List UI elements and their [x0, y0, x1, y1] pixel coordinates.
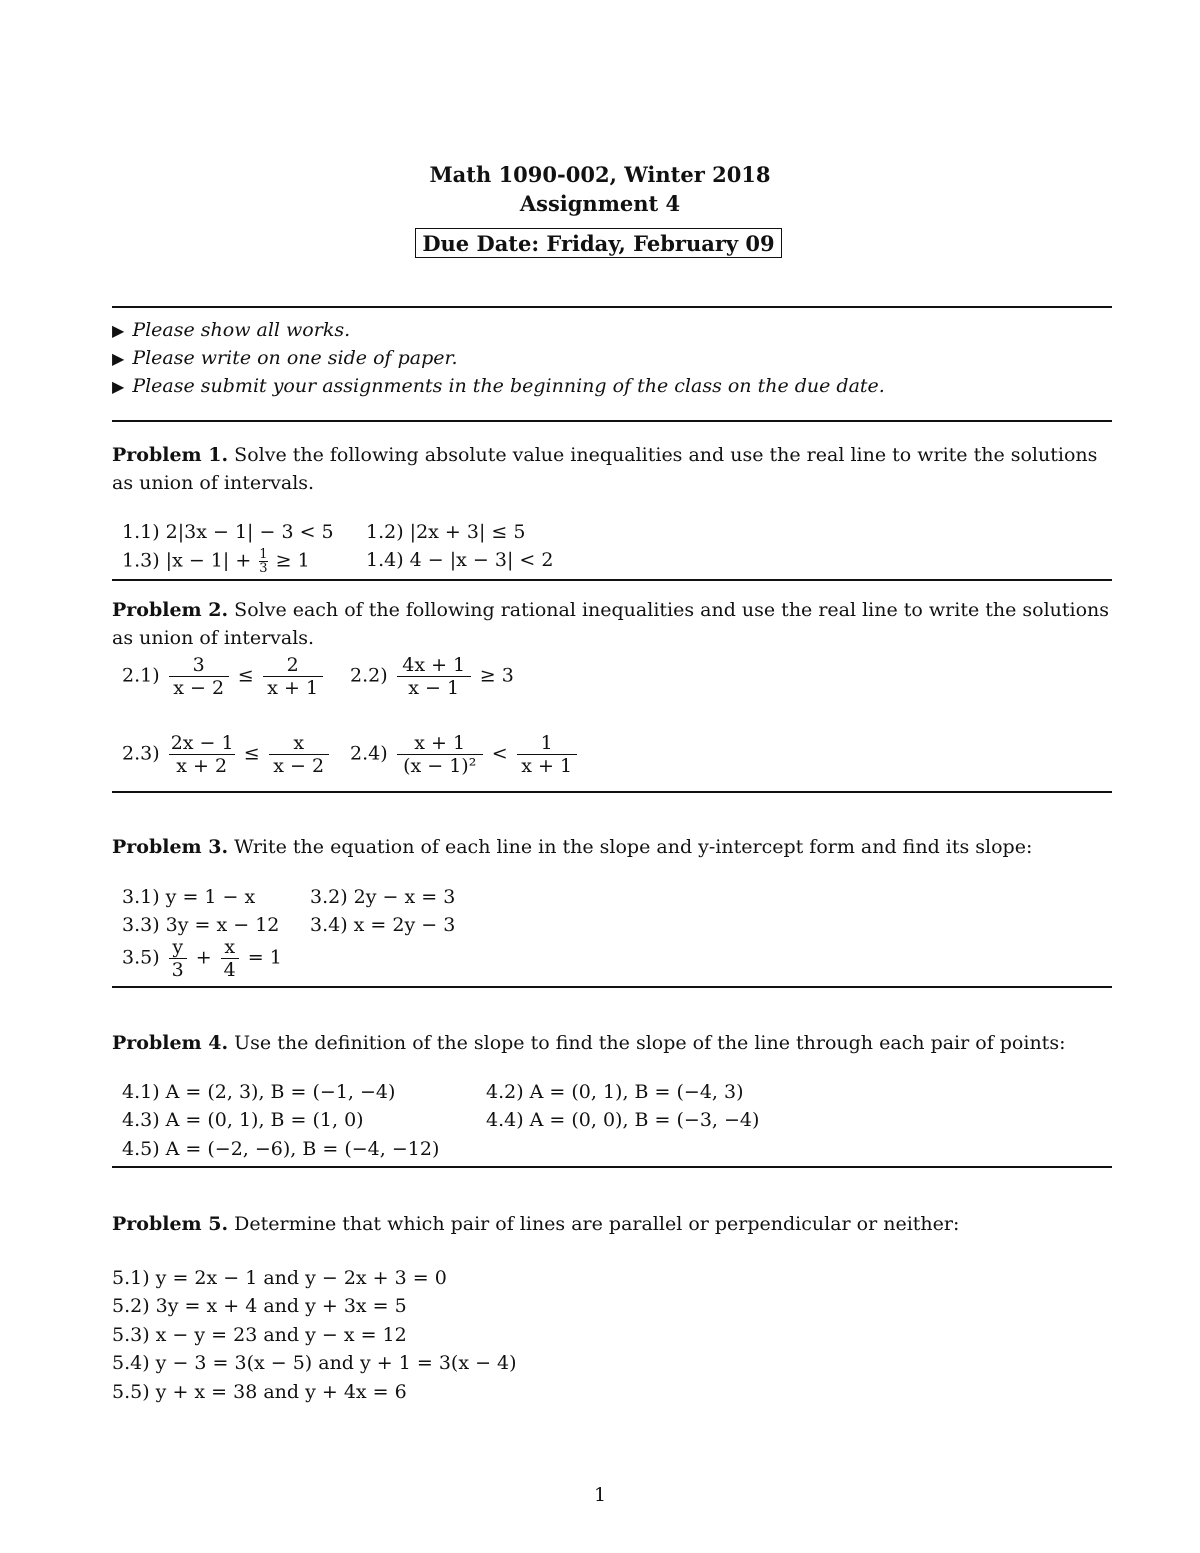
assignment-title: Assignment 4	[519, 191, 681, 216]
problem-1-item: 1.3) $|x - 1| + \frac{1}{3}$ ≥ 1	[122, 547, 310, 576]
problem-1-statement: Problem 1. Solve the following absolute value inequalities and use the real line to write the solutions as union of intervals.	[112, 444, 1098, 494]
problem-3-item: 3.2) 2y − x = 3	[310, 886, 456, 908]
problem-2-item: 2.4) $\frac{x + 1}{\text{(x − 1)²}}$ < $\frac{1}{x + 1}$	[350, 732, 580, 777]
problem-4-item: 4.2) A = (0, 1), B = (−4, 3)	[486, 1081, 744, 1103]
rule-p1	[112, 579, 1112, 581]
fraction: $\frac{2x - 1}{x + 2}$	[170, 732, 234, 777]
rule-instructions	[112, 420, 1112, 422]
fraction: $\frac{1}{3}$	[259, 547, 268, 576]
problem-5-item: 5.1) y = 2x − 1 and y − 2x + 3 = 0	[112, 1267, 447, 1289]
fraction: $\frac{y}{3}$	[169, 936, 187, 981]
page-number: 1	[593, 1484, 607, 1506]
problem-1-item: 1.2) |2x + 3| ≤ 5	[366, 521, 526, 543]
fraction: $\frac{x + 1}{\text{(x − 1)²}}$	[397, 732, 483, 777]
rule-p4	[112, 1166, 1112, 1168]
course-title: Math 1090-002, Winter 2018	[429, 162, 771, 187]
rule-p3	[112, 986, 1112, 988]
problem-5-item: 5.5) y + x = 38 and y + 4x = 6	[112, 1381, 407, 1403]
problem-3-item: 3.3) 3y = x − 12	[122, 914, 280, 936]
problem-3-item: 3.1) y = 1 − x	[122, 886, 256, 908]
problem-3-statement: Problem 3. Write the equation of each line in the slope and y-intercept form and find its slope:	[112, 836, 1033, 858]
fraction: $\frac{4x + 1}{x - 1}$	[397, 654, 471, 699]
problem-5-item: 5.4) y − 3 = 3(x − 5) and y + 1 = 3(x − 4)	[112, 1352, 517, 1374]
problem-4-item: 4.4) A = (0, 0), B = (−3, −4)	[486, 1109, 760, 1131]
fraction: $\frac{3}{x - 2}$	[169, 654, 229, 699]
fraction: $\frac{2}{x + 1}$	[263, 654, 323, 699]
instruction-3: ▶ Please submit your assignments in the beginning of the class on the due date.	[112, 375, 885, 397]
rule-top	[112, 306, 1112, 308]
bullet-triangle-icon: ▶	[112, 377, 125, 396]
problem-4-item: 4.1) A = (2, 3), B = (−1, −4)	[122, 1081, 396, 1103]
bullet-triangle-icon: ▶	[112, 321, 125, 340]
problem-5-item: 5.3) x − y = 23 and y − x = 12	[112, 1324, 407, 1346]
problem-4-item: 4.5) A = (−2, −6), B = (−4, −12)	[122, 1138, 440, 1160]
due-date-box: Due Date: Friday, February 09	[415, 228, 782, 258]
problem-4-statement: Problem 4. Use the definition of the slope to find the slope of the line through each pair of points:	[112, 1032, 1066, 1054]
fraction: $\frac{x}{4}$	[221, 936, 239, 981]
problem-4-item: 4.3) A = (0, 1), B = (1, 0)	[122, 1109, 364, 1131]
problem-1-item: 1.1) 2|3x − 1| − 3 < 5	[122, 521, 334, 543]
fraction: $\frac{1}{x + 1}$	[517, 732, 577, 777]
problem-1-item: 1.4) 4 − |x − 3| < 2	[366, 549, 554, 571]
problem-2-item: 2.2) $\frac{4x + 1}{x - 1}$ ≥ 3	[350, 654, 514, 699]
problem-2-statement: Problem 2. Solve each of the following rational inequalities and use the real line to write the solutions as union of intervals.	[112, 599, 1110, 649]
rule-p2	[112, 791, 1112, 793]
problem-3-item: 3.5) $\frac{y}{3}$ + $\frac{x}{4}$ = 1	[122, 936, 282, 981]
problem-3-item: 3.4) x = 2y − 3	[310, 914, 456, 936]
problem-2-item: 2.3) $\frac{2x - 1}{x + 2}$ ≤ $\frac{x}{x - 2}$	[122, 732, 332, 777]
bullet-triangle-icon: ▶	[112, 349, 125, 368]
problem-2-item: 2.1) $\frac{3}{x - 2}$ ≤ $\frac{2}{x + 1}$	[122, 654, 326, 699]
instruction-1: ▶ Please show all works.	[112, 319, 351, 341]
instruction-2: ▶ Please write on one side of paper.	[112, 347, 458, 369]
fraction: $\frac{x}{x - 2}$	[269, 732, 329, 777]
problem-5-item: 5.2) 3y = x + 4 and y + 3x = 5	[112, 1295, 407, 1317]
problem-5-statement: Problem 5. Determine that which pair of lines are parallel or perpendicular or neither:	[112, 1213, 960, 1235]
